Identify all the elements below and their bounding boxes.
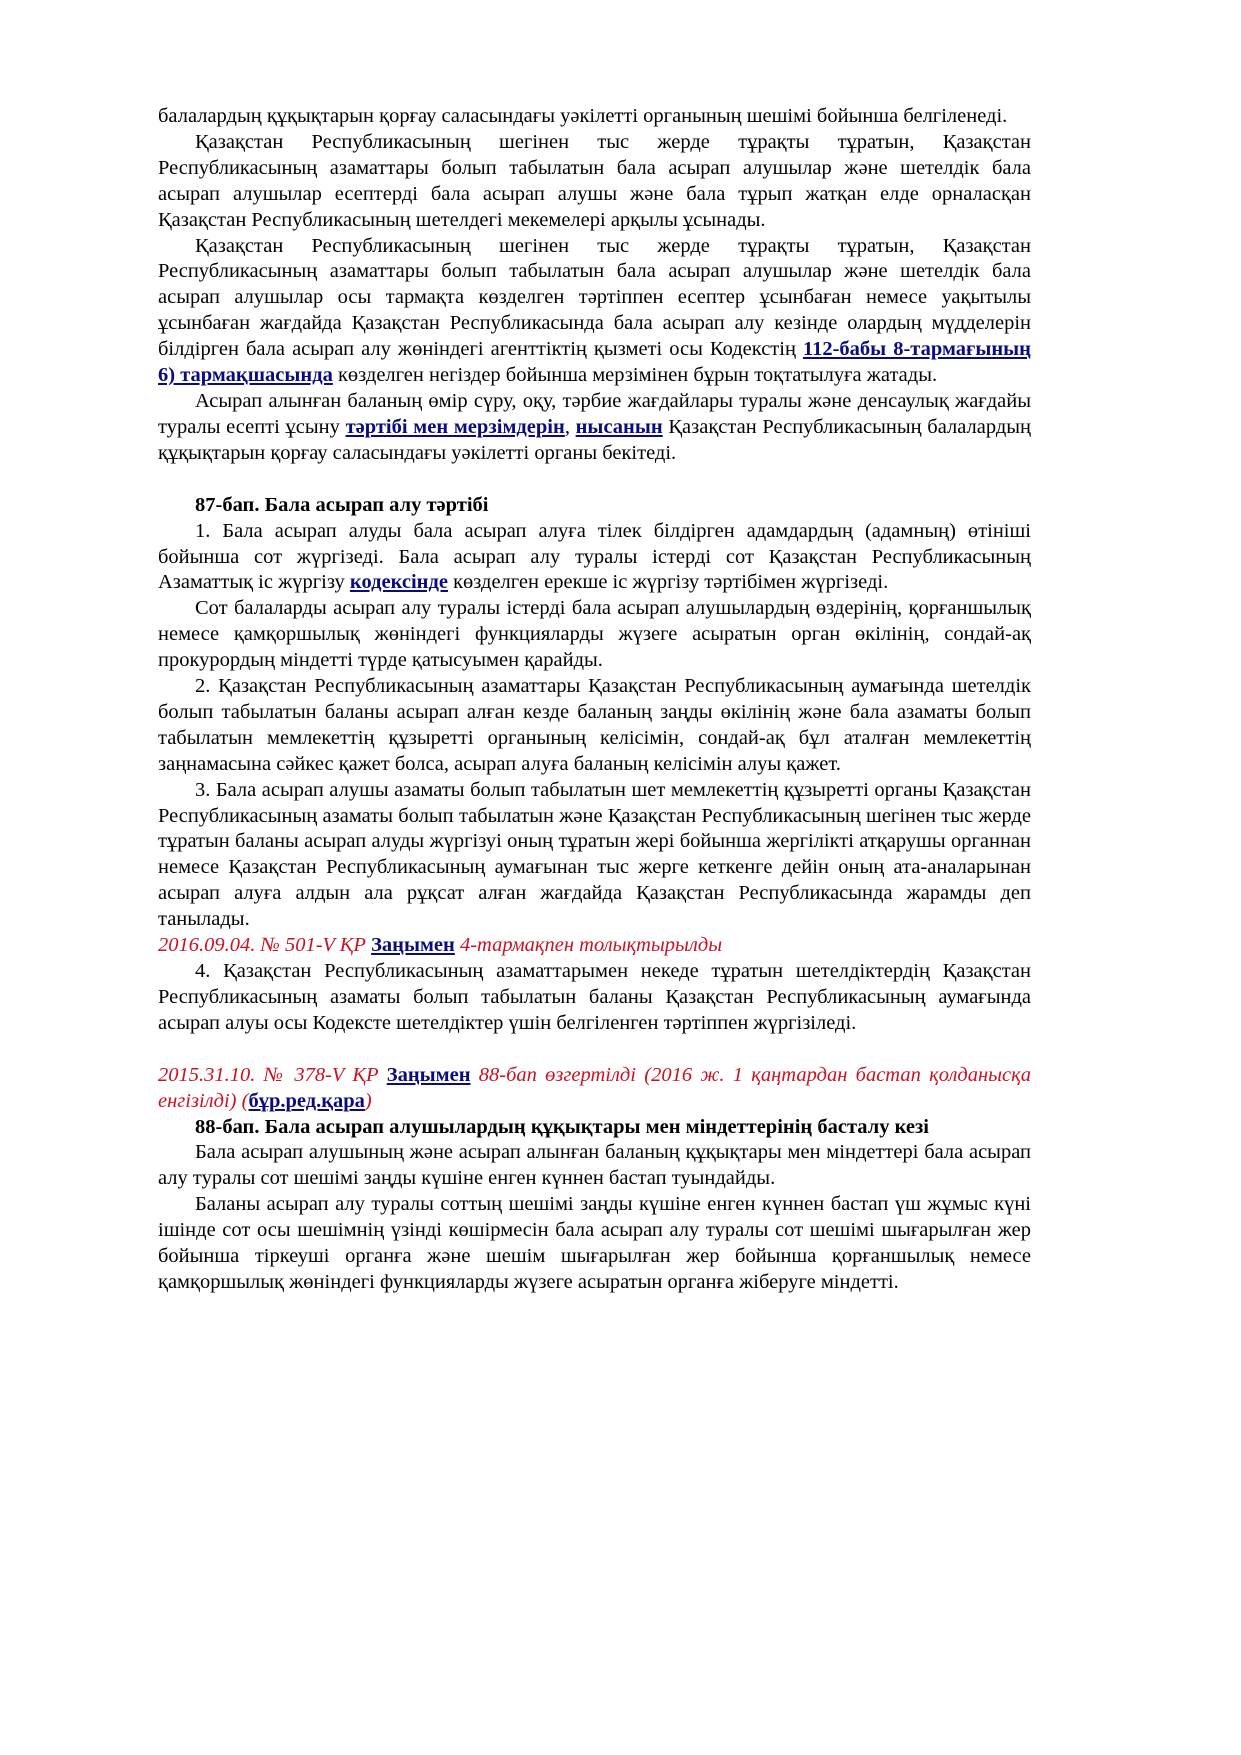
- article-87-paragraph-2: 2. Қазақстан Республикасының азаматтары Қазақстан Республикасының аумағында шетелдік болып табылатын баланы асырап алған кезде баланың заңды өкілінің және бала азаматы болып табылатын мемлекеттің құзыретті органының келісімін, сондай-ақ бұл аталған мемлекеттің заңнамасына сәйкес қажет болса, асырап алуға баланың келісімін алуы қажет.: [158, 675, 1031, 775]
- article-88-paragraph-1: Бала асырап алушының және асырап алынған баланың құқықтары мен міндеттері бала асырап алу туралы сот шешімі заңды күшіне енген күннен бастап туындайды.: [158, 1141, 1031, 1190]
- amendment-note-501: [158, 933, 1031, 959]
- article-87-heading: 87-бап. Бала асырап алу тәртібі: [195, 493, 489, 516]
- paragraph-text: 1. Бала асырап алуды бала асырап алуға тілек білдірген адамдардың (адамның) өтініші бойынша сот жүргізеді. Бала асырап алу туралы істерді сот Қазақстан Республикасының Азаматтық іс жүргізу: [158, 519, 1031, 594]
- amendment-text: 2016.09.04. № 501-V ҚР: [158, 934, 372, 957]
- article-87-paragraph-4: 4. Қазақстан Республикасының азаматтарымен некеде тұратын шетелдіктердің Қазақстан Республикасының азаматы болып табылатын баланы Қазақстан Республикасының аумағында асырап алуы осы Кодексте шетелдіктер үшін белгіленген тәртіппен жүргізіледі.: [158, 960, 1031, 1034]
- paragraph-reports-abroad: Қазақстан Республикасының шегінен тыс жерде тұрақты тұратын, Қазақстан Республикасының азаматтары болып табылатын бала асырап алушылар және шетелдік бала асырап алушылар есептерді бала асырап алушы және бала тұрып жатқан елде орналасқан Қазақстан Республикасының шетелдегі мекемелері арқылы ұсынады.: [158, 130, 1031, 231]
- link-previous-edition[interactable]: бұр.ред.қара: [248, 1089, 365, 1112]
- paragraph-text: Асырап алынған баланың өмір сүру, оқу, тәрбие жағдайлары туралы және денсаулық жағдайы туралы есепті ұсыну: [158, 389, 1031, 438]
- article-88-heading: 88-бап. Бала асырап алушылардың құқықтары мен міндеттерінің басталу кезі: [195, 1115, 929, 1138]
- paragraph-text: көзделген ерекше іс жүргізу тәртібімен жүргізеді.: [447, 571, 889, 594]
- paragraph-text: ,: [564, 415, 576, 438]
- paragraph-text: Қазақстан Республикасының балалардың құқықтарын қорғау саласындағы уәкілетті органы бекітеді.: [158, 415, 1031, 464]
- article-88-paragraph-2: Баланы асырап алу туралы соттың шешімі заңды күшіне енген күннен бастап үш жұмыс күні ішінде сот осы шешімнің үзінді көшірмесін бала асырап алу туралы сот шешімі шығарылған жер бойынша тіркеуші органға және шешім шығарылған жер бойынша қорғаншылық немесе қамқоршылық жөніндегі функцияларды жүзеге асыратын органға жіберуге міндетті.: [158, 1193, 1031, 1293]
- spacer: [158, 467, 1031, 493]
- amendment-text: 2015.31.10. № 378-V ҚР: [158, 1063, 387, 1086]
- document-page: [158, 104, 1031, 1296]
- paragraph-agency-termination: [158, 234, 1031, 389]
- amendment-text: 4-тармақпен толықтырылды: [454, 934, 723, 957]
- amendment-text: ): [364, 1089, 372, 1112]
- amendment-text: 88-бап өзгертілді (2016 ж. 1 қаңтардан бастап қолданысқа енгізілді) (: [158, 1063, 1031, 1112]
- link-procedure-and-terms[interactable]: тәртібі мен мерзімдерін: [345, 415, 565, 438]
- paragraph-text: Қазақстан Республикасының шегінен тыс жерде тұрақты тұратын, Қазақстан Республикасының азаматтары болып табылатын бала асырап алушылар және шетелдік бала асырап алушылар осы тармақта көзделген тәртіппен есептер ұсынбаған немесе уақытылы ұсынбаған жағдайда Қазақстан Республикасында бала асырап алу кезінде олардың мүдделерін білдірген бала асырап алу жөніндегі агенттіктің қызметі осы Кодекстің: [158, 234, 1031, 361]
- amendment-note-378: [158, 1063, 1031, 1115]
- article-87-paragraph-1: [158, 519, 1031, 597]
- article-87-paragraph-3: 3. Бала асырап алушы азаматы болып табылатын шет мемлекеттің құзыретті органы Қазақстан Республикасының азаматы болып табылатын және Қазақстан Республикасының шегінен тыс жерде тұратын баланы асырап алуды жүргізуі оның тұратын жері бойынша жергілікті атқарушы органнан немесе Қазақстан Республикасының аумағынан тыс жерге кеткенге дейін оның ата-аналарынан асырап алуға алдын ала рұқсат алған жағдайда Қазақстан Республикасында жарамды деп танылады.: [158, 778, 1031, 931]
- link-civil-procedure-code[interactable]: кодексінде: [349, 571, 448, 594]
- paragraph-continuation: балалардың құқықтарын қорғау саласындағы уәкілетті органының шешімі бойынша белгіленеді.: [158, 105, 1008, 127]
- link-form[interactable]: нысанын: [575, 415, 663, 438]
- paragraph-report-procedure: [158, 389, 1031, 467]
- paragraph-text: көзделген негіздер бойынша мерзімінен бұрын тоқтатылуға жатады.: [332, 364, 938, 387]
- link-law-378[interactable]: Заңымен: [386, 1063, 471, 1086]
- link-law-501[interactable]: Заңымен: [371, 934, 455, 957]
- article-87-paragraph-court: Сот балаларды асырап алу туралы істерді бала асырап алушылардың өздерінің, қорғаншылық немесе қамқоршылық жөніндегі функцияларды жүзеге асыратын орган өкілінің, сондай-ақ прокурордың міндетті түрде қатысуымен қарайды.: [158, 597, 1031, 672]
- link-article-112[interactable]: 112-бабы 8-тармағының 6) тармақшасында: [158, 338, 1031, 387]
- spacer: [158, 1037, 1031, 1063]
